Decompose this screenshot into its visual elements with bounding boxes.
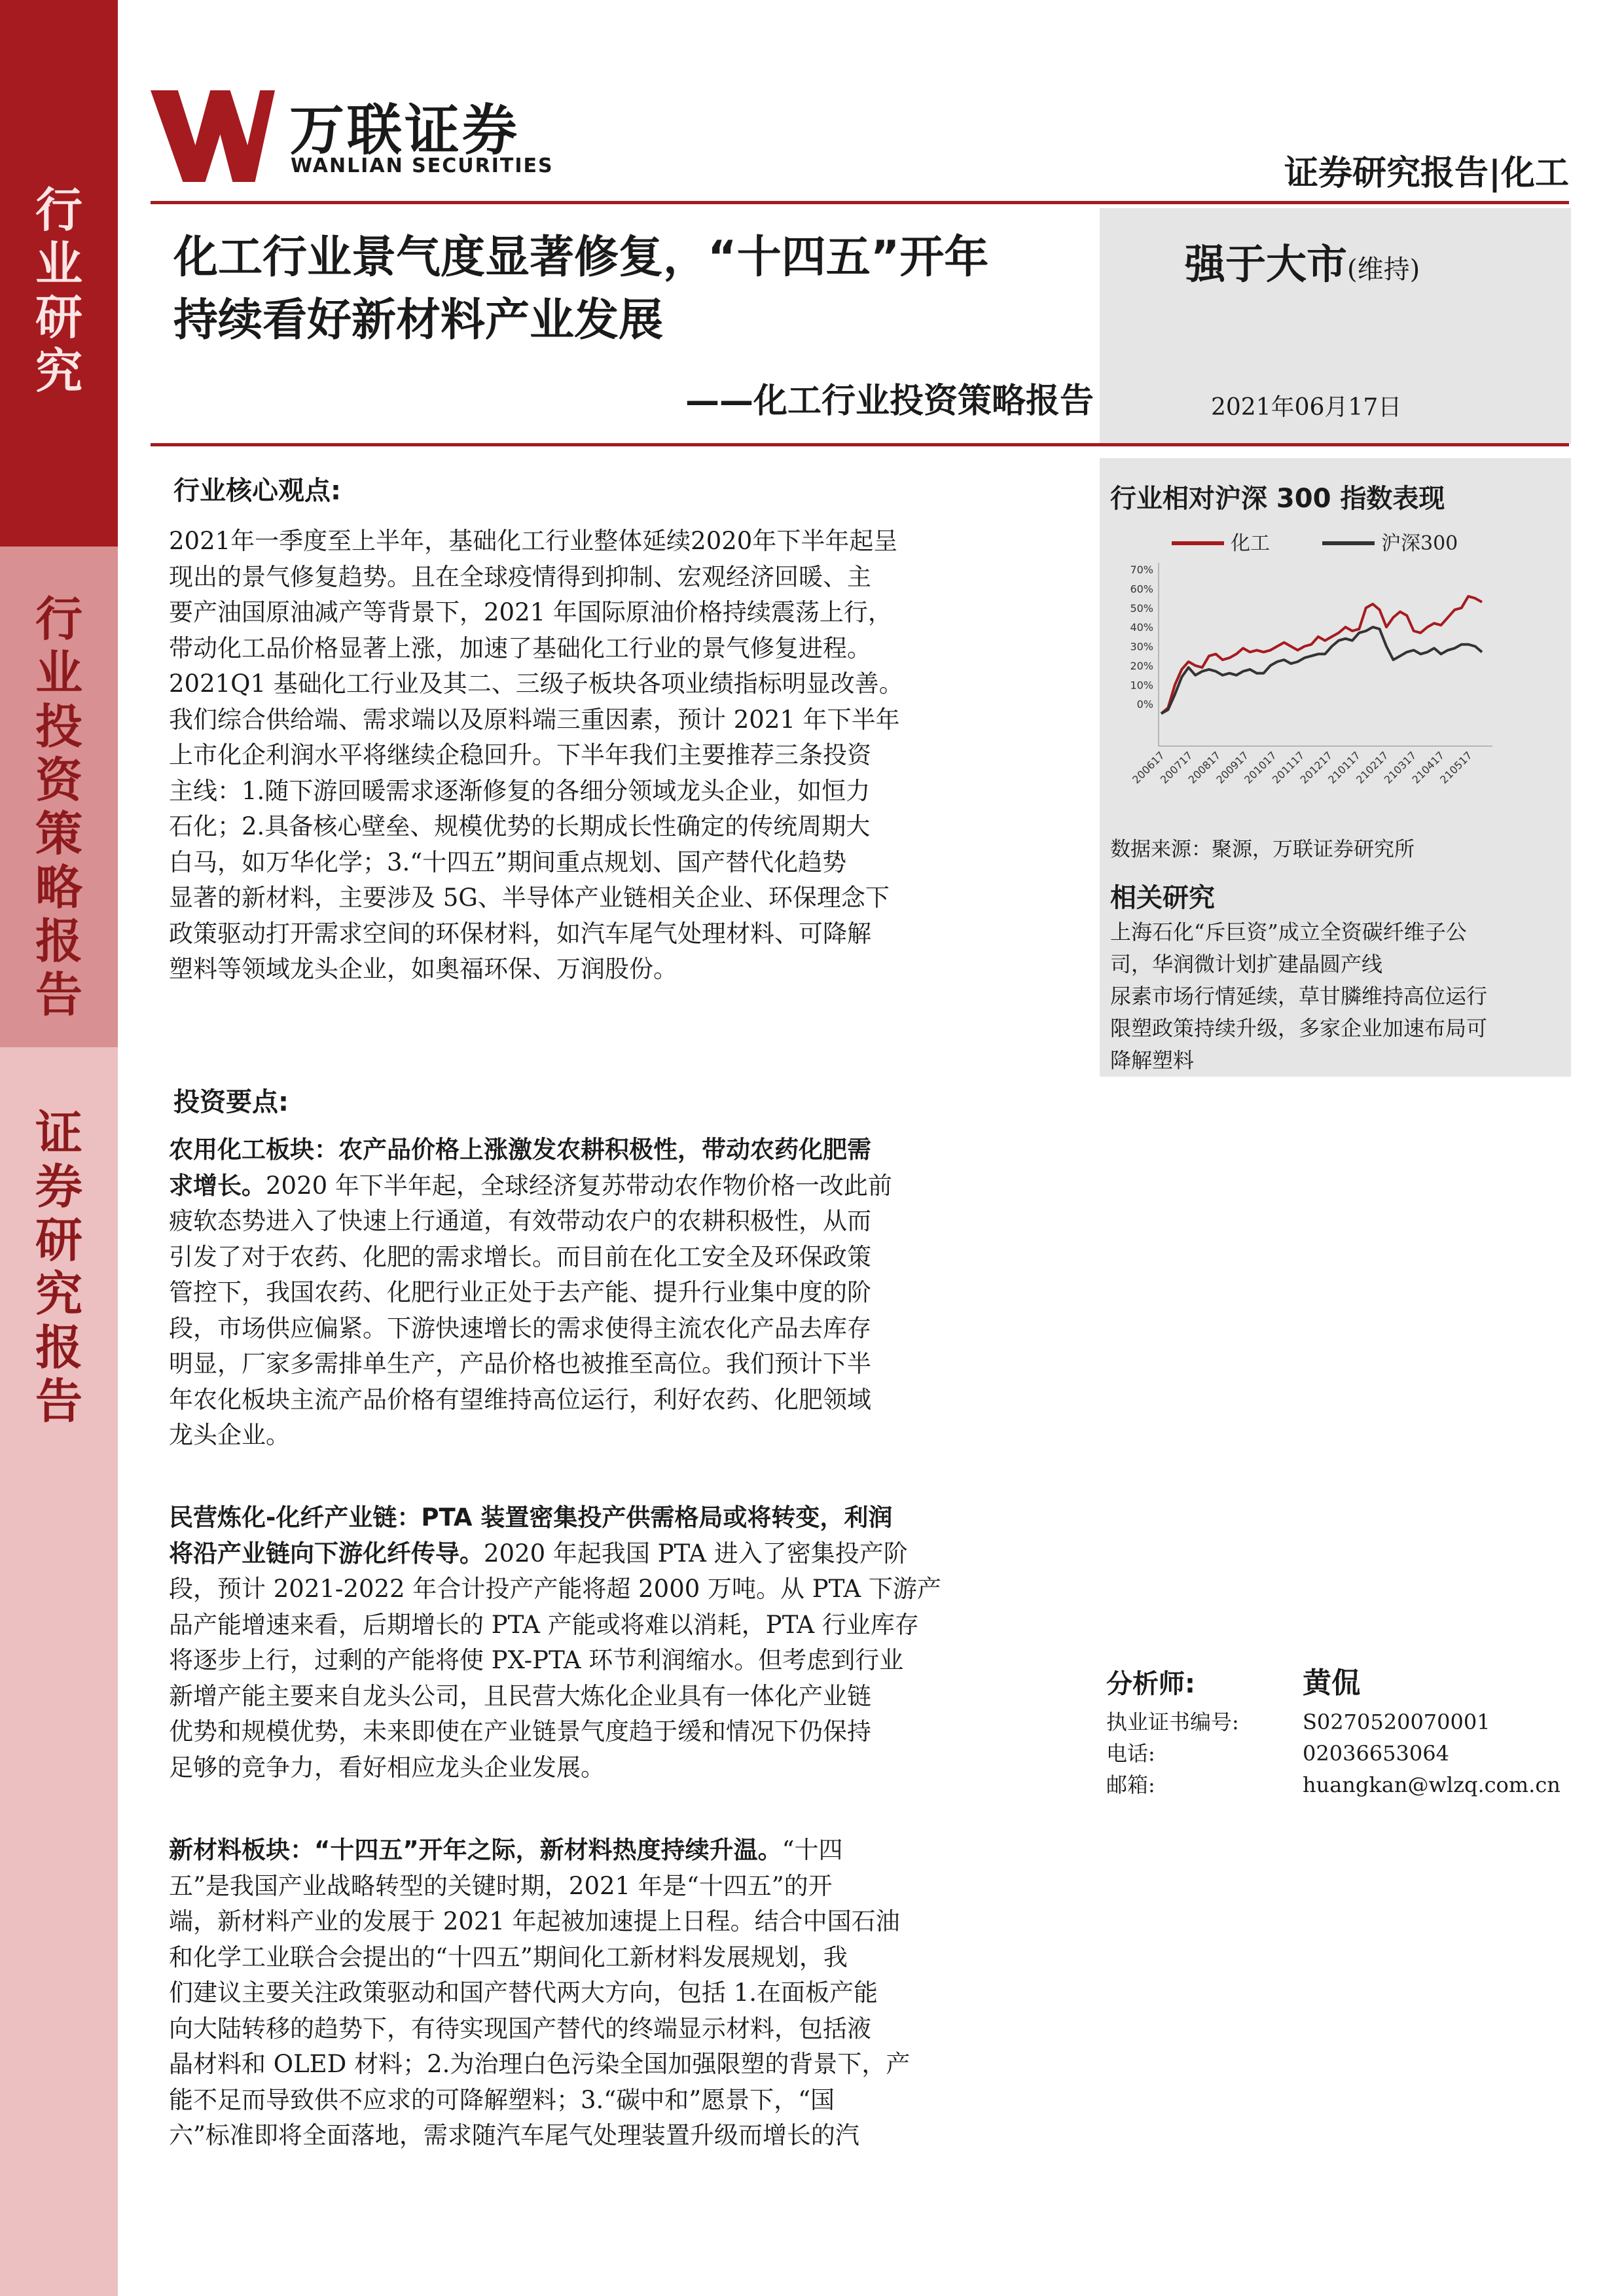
chart-legend [1172, 532, 1458, 555]
rating-box [1100, 208, 1571, 444]
x-tick-label: 210317 [1381, 749, 1419, 787]
analyst-name: 黄侃 [1303, 1666, 1360, 1700]
x-tick-label: 200717 [1157, 749, 1195, 787]
x-tick-label: 200817 [1185, 749, 1223, 787]
related-item[interactable]: 司，华润微计划扩建晶圆产线 [1110, 952, 1383, 977]
core-heading: 行业核心观点: [173, 476, 341, 506]
logo-name-cn: 万联证券 [289, 98, 520, 162]
x-tick-label: 201217 [1297, 749, 1335, 787]
band-label-industry-research: 行 业 研 究 [35, 182, 82, 399]
invest-para-new-materials: 新材料板块：“十四五”开年之际，新材料热度持续升温。“十四 五”是我国产业战略转型的关键时期，2021 年是“十四五”的开 端，新材料产业的发展于 2021 年起被加速提上日程。结合中国石油 和化学工业联合会提出的“十四五”期间化工新材料发展规划，我 们建议主要关注政策驱动和国产替代两大方向，包括 1.在面板产能 向大陆转移的趋势下，有待实现国产替代的终端显示材料，包括液 晶材料和 OLED 材料；2.为治理白色污染全国加强限塑的背景下，产 能不足而导致供不应求的可降解塑料；3.“碳中和”愿景下，“国 六”标准即将全面落地，需求随汽车尾气处理装置升级而增长的汽 [169, 1836, 911, 2149]
analyst-email[interactable]: huangkan@wlzq.com.cn [1303, 1772, 1561, 1797]
side-panel [1100, 458, 1571, 1077]
related-item[interactable]: 上海石化“斥巨资”成立全资碳纤维子公 [1110, 920, 1467, 944]
report-title-line2: 持续看好新材料产业发展 [173, 295, 664, 346]
title-divider [151, 443, 1569, 446]
y-tick-label: 40% [1130, 621, 1153, 634]
x-tick-label: 201117 [1269, 749, 1307, 787]
band-label-securities-report: 证 券 研 究 报 告 [35, 1105, 82, 1429]
legend-label: 化工 [1231, 532, 1270, 555]
y-tick-label: 10% [1130, 679, 1153, 692]
logo-name-en: WANLIAN SECURITIES [291, 154, 554, 177]
y-tick-label: 60% [1130, 583, 1153, 596]
report-subtitle: ——化工行业投资策略报告 [685, 382, 1094, 421]
report-title-line1: 化工行业景气度显著修复，“十四五”开年 [173, 232, 989, 283]
rating-value: 强于大市(维持) [1185, 240, 1420, 288]
y-tick-label: 20% [1130, 659, 1153, 672]
header-divider [151, 201, 1569, 204]
report-date: 2021年06月17日 [1211, 394, 1402, 421]
logo-mark-icon [151, 90, 275, 182]
related-item[interactable]: 降解塑料 [1110, 1048, 1195, 1073]
x-tick-label: 210417 [1409, 749, 1447, 787]
related-item[interactable]: 尿素市场行情延续，草甘膦维持高位运行 [1110, 984, 1488, 1009]
x-tick-label: 200917 [1214, 749, 1252, 787]
y-tick-label: 0% [1136, 698, 1153, 711]
chart-series [1161, 596, 1482, 713]
legend-label: 沪深300 [1381, 532, 1458, 555]
x-tick-label: 210217 [1354, 749, 1391, 787]
y-tick-label: 70% [1130, 564, 1153, 576]
core-body: 2021年一季度至上半年，基础化工行业整体延续2020年下半年起呈 现出的景气修复趋势。且在全球疫情得到抑制、宏观经济回暖、主 要产油国原油减产等背景下，2021 年国际原油价格持续震荡上行， 带动化工品价格显著上涨，加速了基础化工行业的景气修复进程。 2021Q1 基础化工行业及其二、三级子板块各项业绩指标明显改善。 我们综合供给端、需求端以及原料端三重因素，预计 2021 年下半年 上市化企利润水平将继续企稳回升。下半年我们主要推荐三条投资 主线：1.随下游回暖需求逐渐修复的各细分领域龙头企业，如恒力 石化；2.具备核心壁垒、规模优势的长期成长性确定的传统周期大 白马，如万华化学；3.“十四五”期间重点规划、国产替代化趋势 显著的新材料，主要涉及 5G、半导体产业链相关企业、环保理念下 政策驱动打开需求空间的环保材料，如汽车尾气处理材料、可降解 塑料等领域龙头企业，如奥福环保、万润股份。 [169, 527, 903, 983]
related-heading: 相关研究 [1110, 883, 1215, 913]
related-list [1110, 916, 1568, 1077]
chart-source: 数据来源：聚源，万联证券研究所 [1110, 838, 1415, 861]
band-label-strategy-report: 行 业 投 资 策 略 报 告 [35, 591, 82, 1022]
related-item[interactable]: 限塑政策持续升级，多家企业加速布局可 [1110, 1016, 1488, 1041]
report-type: 证券研究报告|化工 [1284, 154, 1569, 193]
y-tick-label: 50% [1130, 601, 1153, 615]
y-tick-label: 30% [1130, 640, 1153, 653]
chart-heading: 行业相对沪深 300 指数表现 [1110, 484, 1445, 514]
analyst-label: 分析师: [1106, 1669, 1195, 1699]
x-tick-label: 210517 [1437, 749, 1475, 787]
invest-heading: 投资要点: [173, 1087, 289, 1117]
x-tick-label: 200617 [1130, 749, 1167, 787]
performance-chart [1113, 524, 1564, 798]
x-tick-label: 210117 [1326, 749, 1363, 787]
invest-para-refining: 民营炼化-化纤产业链：PTA 装置密集投产供需格局或将转变，利润 将沿产业链向下游化纤传导。2020 年起我国 PTA 进入了密集投产阶 段，预计 2021-2022 年合计投产产能将超 2000 万吨。从 PTA 下游产 品产能增速来看，后期增长的 PTA 产能或将难以消耗，PTA 行业库存 将逐步上行，过剩的产能将使 PX-PTA 环节利润缩水。但考虑到行业 新增产能主要来自龙头公司，且民营大炼化企业具有一体化产业链 优势和规模优势，未来即使在产业链景气度趋于缓和情况下仍保持 足够的竞争力，看好相应龙头企业发展。 [169, 1503, 941, 1782]
x-tick-label: 201017 [1242, 749, 1279, 787]
analyst-block: 分析师: 黄侃 执业证书编号: S0270520070001 电话: 02036653064 邮箱: huangkan@wlzq.com.cn [1106, 1659, 1564, 1801]
invest-para-agro: 农用化工板块：农产品价格上涨激发农耕积极性，带动农药化肥需 求增长。2020 年下半年起，全球经济复苏带动农作物价格一改此前 疲软态势进入了快速上行通道，有效带动农户的农耕积极性，从而 引发了对于农药、化肥的需求增长。而目前在化工安全及环保政策 管控下，我国农药、化肥行业正处于去产能、提升行业集中度的阶 段，市场供应偏紧。下游快速增长的需求使得主流农化产品去库存 明显，厂家多需排单生产，产品价格也被推至高位。我们预计下半 年农化板块主流产品价格有望维持高位运行，利好农药、化肥领域 龙头企业。 [169, 1136, 892, 1449]
